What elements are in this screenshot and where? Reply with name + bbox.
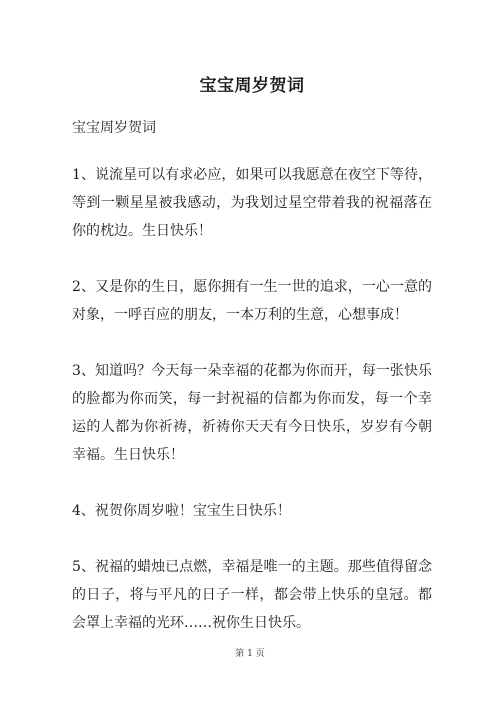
paragraph-2: 2、又是你的生日，愿你拥有一生一世的追求，一心一意的对象，一呼百应的朋友，一本万利的生意，心想事成！ [72,279,432,323]
paragraph-1: 1、说流星可以有求必应，如果可以我愿意在夜空下等待，等到一颗星星被我感动，为我划过星空带着我的祝福落在你的枕边。生日快乐！ [72,167,432,239]
paragraph-3: 3、知道吗？今天每一朵幸福的花都为你而开，每一张快乐的脸都为你而笑，每一封祝福的信都为你而发，每一个幸运的人都为你祈祷，祈祷你天天有今日快乐，岁岁有今朝幸福。生日快乐！ [72,363,432,463]
paragraph-5: 5、祝福的蜡烛已点燃，幸福是唯一的主题。那些值得留念的日子，将与平凡的日子一样，都会带上快乐的皇冠。都会罩上幸福的光环……祝你生日快乐。 [72,559,432,631]
document-subtitle: 宝宝周岁贺词 [72,120,156,136]
paragraph-4: 4、祝贺你周岁啦！宝宝生日快乐！ [72,503,291,519]
page-number: 第 1 页 [235,649,265,659]
document-title: 宝宝周岁贺词 [199,76,305,96]
